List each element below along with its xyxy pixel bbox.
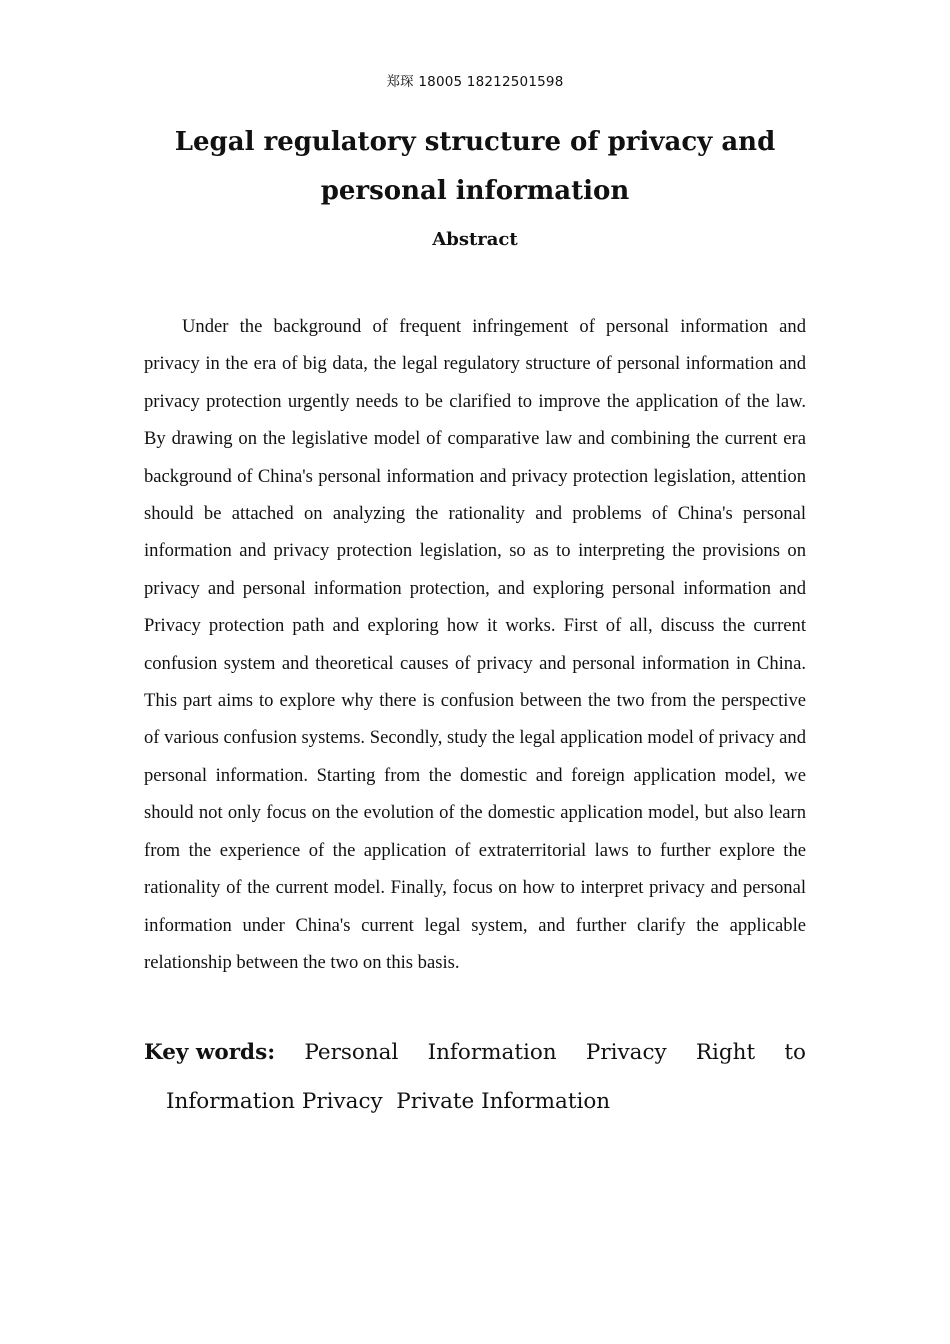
keyword-term: Personal bbox=[304, 1040, 399, 1065]
keywords-line-2: Information Privacy Private Information bbox=[166, 1089, 611, 1114]
abstract-heading: Abstract bbox=[432, 229, 518, 250]
keyword-term: to bbox=[784, 1040, 806, 1065]
keyword-term: Information bbox=[427, 1040, 557, 1065]
keyword-term: Right bbox=[695, 1040, 756, 1065]
keyword-term: Privacy bbox=[585, 1040, 667, 1065]
keywords-label: Key words bbox=[144, 1040, 268, 1065]
keywords-section bbox=[144, 1028, 806, 1126]
keywords-label-group bbox=[144, 1028, 275, 1077]
document-title: Legal regulatory structure of privacy and personal information bbox=[174, 127, 776, 206]
keywords-line-1 bbox=[144, 1028, 806, 1077]
keywords-colon: : bbox=[267, 1040, 276, 1065]
abstract-body: Under the background of frequent infringement of personal information and privacy in the era of big data, the legal regulatory structure of personal information and privacy protection urgently needs to be clarified to improve the application of the law. By drawing on the legislative model of comparative law and combining the current era background of China's personal information and privacy protection legislation, attention should be attached on analyzing the rationality and problems of China's personal information and privacy protection legislation, so as to interpreting the provisions on privacy and personal information protection, and exploring personal information and Privacy protection path and exploring how it works. First of all, discuss the current confusion system and theoretical causes of privacy and personal information in China. This part aims to explore why there is confusion between the two from the perspective of various confusion systems. Secondly, study the legal application model of privacy and personal information. Starting from the domestic and foreign application model, we should not only focus on the evolution of the domestic application model, but also learn from the experience of the application of extraterritorial laws to further explore the rationality of the current model. Finally, focus on how to interpret privacy and personal information under China's current legal system, and further clarify the applicable relationship between the two on this basis. bbox=[144, 316, 806, 973]
page-header: 郑琛 18005 18212501598 bbox=[386, 74, 564, 90]
